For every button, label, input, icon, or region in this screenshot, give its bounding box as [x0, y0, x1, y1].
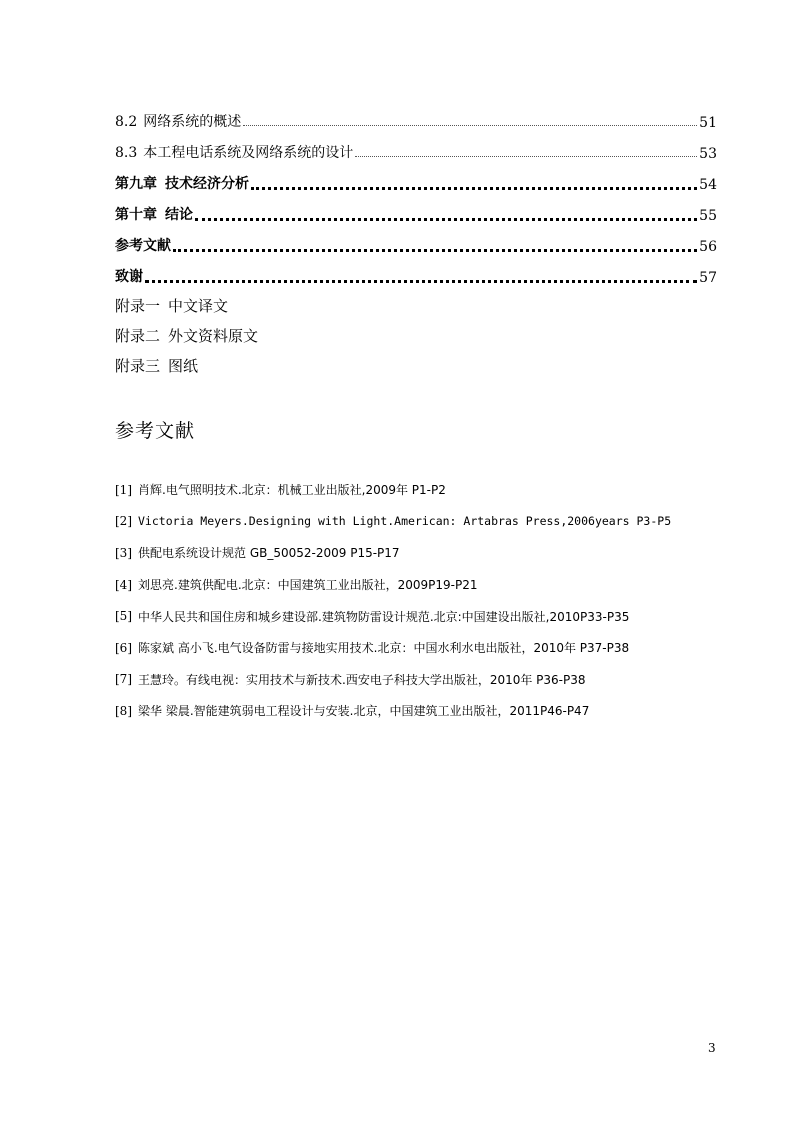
- toc-entry-title: 致谢: [115, 269, 143, 285]
- reference-text: 肖辉.电气照明技术.北京：机械工业出版社,2009年 P1-P2: [138, 483, 446, 498]
- toc-entry: [115, 162, 717, 193]
- appendix-label: 附录一: [115, 297, 161, 315]
- table-of-contents: [115, 100, 717, 376]
- appendix-label: 附录二: [115, 327, 161, 345]
- toc-page-number: 56: [699, 239, 717, 255]
- appendix-title: 中文译文: [168, 297, 229, 315]
- reference-number: [7]: [115, 672, 132, 687]
- toc-dot-leader: [243, 124, 697, 126]
- appendix-label: 附录三: [115, 357, 161, 375]
- reference-text: 中华人民共和国住房和城乡建设部.建筑物防雷设计规范.北京:中国建设出版社,2010P33-P35: [138, 609, 630, 624]
- toc-appendix-entry: [115, 346, 717, 376]
- toc-page-number: 57: [699, 270, 717, 286]
- reference-text: 陈家斌 高小飞.电气设备防雷与接地实用技术.北京：中国水利水电出版社，2010年 P37-P38: [138, 641, 630, 656]
- reference-item: [115, 600, 735, 632]
- page-number: 3: [708, 1041, 716, 1055]
- toc-entry: [115, 100, 717, 131]
- reference-number: [4]: [115, 577, 132, 592]
- toc-dot-leader: [355, 155, 697, 157]
- toc-page-number: 53: [699, 146, 717, 162]
- reference-number: [1]: [115, 482, 132, 497]
- reference-number: [5]: [115, 609, 132, 624]
- references-list: [115, 474, 735, 727]
- references-heading: 参考文献: [115, 420, 196, 442]
- reference-number: [6]: [115, 640, 132, 655]
- toc-section-number: 8.3: [115, 145, 138, 161]
- appendix-title: 外文资料原文: [168, 327, 259, 345]
- toc-page-number: 54: [699, 177, 717, 193]
- toc-entry-title: 参考文献: [115, 238, 171, 254]
- toc-entry-title: 技术经济分析: [165, 176, 249, 192]
- reference-text: 王慧玲。有线电视：实用技术与新技术.西安电子科技大学出版社，2010年 P36-P38: [138, 672, 586, 687]
- toc-entry-title: 本工程电话系统及网络系统的设计: [143, 145, 354, 161]
- toc-entry-title: 结论: [165, 207, 193, 223]
- reference-item: [115, 664, 735, 696]
- reference-item: [115, 569, 735, 601]
- reference-text: 刘思亮.建筑供配电.北京：中国建筑工业出版社，2009P19-P21: [138, 578, 478, 593]
- reference-text: Victoria Meyers.Designing with Light.American: Artabras Press,2006years P3-P5: [138, 514, 672, 529]
- reference-number: [3]: [115, 545, 132, 560]
- toc-entry-title: 网络系统的概述: [143, 114, 242, 130]
- toc-dot-leader: [173, 248, 697, 252]
- toc-chapter-label: 第九章: [115, 176, 157, 192]
- reference-text: 供配电系统设计规范 GB_50052-2009 P15-P17: [138, 546, 400, 561]
- reference-number: [8]: [115, 703, 132, 718]
- toc-entry: [115, 131, 717, 162]
- toc-appendix-entry: [115, 316, 717, 346]
- reference-item: [115, 695, 735, 727]
- toc-page-number: 51: [699, 115, 717, 131]
- reference-number: [2]: [115, 514, 132, 529]
- toc-appendix-entry: [115, 286, 717, 316]
- reference-item: [115, 632, 735, 664]
- toc-dot-leader: [145, 279, 697, 283]
- appendix-title: 图纸: [168, 357, 199, 375]
- toc-page-number: 55: [699, 208, 717, 224]
- reference-item: [115, 506, 735, 538]
- toc-entry: [115, 255, 717, 286]
- toc-chapter-label: 第十章: [115, 207, 157, 223]
- toc-dot-leader: [195, 217, 697, 221]
- reference-item: [115, 537, 735, 569]
- toc-entry: [115, 193, 717, 224]
- toc-section-number: 8.2: [115, 114, 138, 130]
- reference-item: [115, 474, 735, 506]
- reference-text: 梁华 梁晨.智能建筑弱电工程设计与安装.北京，中国建筑工业出版社，2011P46-P47: [138, 704, 590, 719]
- toc-dot-leader: [251, 186, 697, 190]
- toc-entry: [115, 224, 717, 255]
